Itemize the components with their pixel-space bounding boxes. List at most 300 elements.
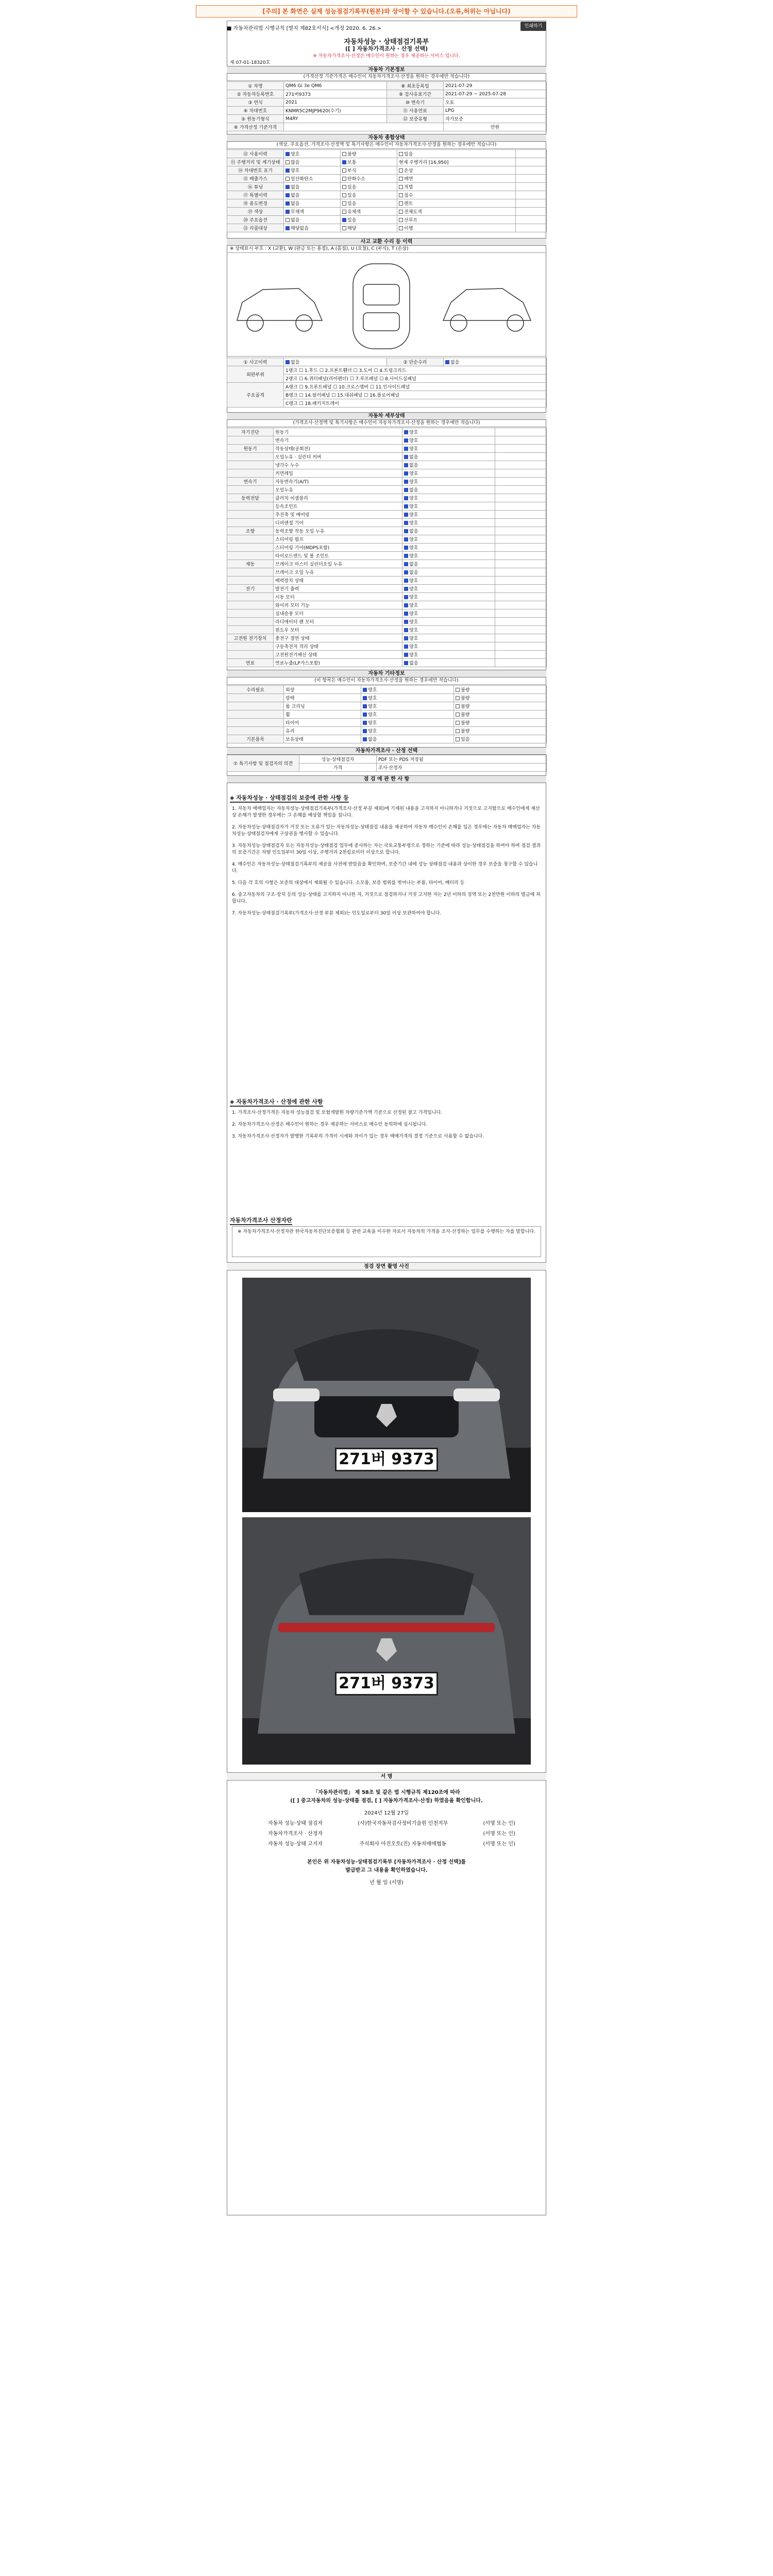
notice-paragraph: 3. 자동차성능·상태점검자 또는 자동차성능·상태점검 업무에 종사하는 자는 국토교통부령으로 정하는 기준에 따라 성능·상태점검을 하여야 하며 점검 결과의 보증기간은 차량 인도일부터 30일 이상, 주행거리 2천킬로미터 이상으로 합니다. xyxy=(232,843,541,855)
etc-option-cell xyxy=(361,702,454,710)
detail-category xyxy=(227,535,274,544)
table-row xyxy=(227,199,547,208)
state-option: 무채색 xyxy=(291,210,305,215)
state-label: ⑭ 차대번호 표기 xyxy=(227,166,284,175)
detail-item: 작동상태(공회전) xyxy=(274,445,402,453)
state-option: 해당없음 xyxy=(291,226,309,231)
detail-item: 냉각수 누수 xyxy=(274,461,402,469)
receipt-line-2: 발급받고 그 내용을 확인하였습니다. xyxy=(345,1868,428,1873)
checkbox-icon xyxy=(285,160,290,164)
detail-status-cell xyxy=(402,502,495,511)
checkbox-icon xyxy=(399,201,403,206)
checkbox-icon xyxy=(404,562,408,566)
basic-value: 2021-07-29 xyxy=(444,82,547,90)
price-label: ⑦ 특기사항 및 점검자의 의견 xyxy=(227,755,299,772)
table-row xyxy=(227,552,547,560)
detail-note xyxy=(495,568,547,577)
etc-category-cell xyxy=(227,710,284,719)
detail-status-cell xyxy=(402,585,495,593)
receipt-signature: 년 월 일 (서명) xyxy=(369,1880,404,1886)
detail-status: 양호 xyxy=(409,504,418,510)
document-title: 자동차성능 · 상태점검기록부 xyxy=(344,38,429,46)
table-row xyxy=(227,702,547,710)
etc-option: 불량 xyxy=(461,688,470,693)
basic-value: KNMR5C2MJP9620(수기) xyxy=(284,107,387,115)
notice-heading-3: 자동차가격조사 산정자란 xyxy=(230,1216,292,1225)
detail-item: 스티어링 기어(MDPS포함) xyxy=(274,544,402,552)
detail-category xyxy=(227,577,274,585)
state-option: 있음 xyxy=(347,185,357,190)
detail-item: 추진축 및 베어링 xyxy=(274,511,402,519)
signer-row xyxy=(268,1829,515,1837)
basic-value xyxy=(284,123,444,131)
detail-category xyxy=(227,651,274,659)
vehicle-rear-photo xyxy=(242,1517,531,1765)
checkbox-icon xyxy=(404,480,408,484)
detail-category xyxy=(227,642,274,651)
table-row xyxy=(227,469,547,478)
state-label: ⑫ 사용이력 xyxy=(227,150,284,158)
detail-category xyxy=(227,618,274,626)
detail-status: 양호 xyxy=(409,537,418,543)
signature-date: 2024년 12월 27일 xyxy=(364,1810,409,1816)
table-row xyxy=(227,727,547,735)
accident-value: 없음 xyxy=(291,360,300,365)
detail-item: 윈도우 모터 xyxy=(274,626,402,634)
detail-status-cell xyxy=(402,593,495,601)
checkbox-icon xyxy=(404,447,408,451)
table-row xyxy=(227,461,547,469)
table-row xyxy=(227,358,547,366)
checkbox-icon xyxy=(404,579,408,583)
detail-item: 와이퍼 모터 기능 xyxy=(274,601,402,609)
detail-item: 브레이크 마스터 실린더오일 누유 xyxy=(274,560,402,568)
detail-note xyxy=(495,428,547,436)
notice-paragraph: 7. 자동차성능·상태점검기록부(가격조사·산정 부분 제외)는 인도일로부터 30일 이상 보관하여야 합니다. xyxy=(232,911,442,916)
detail-status-cell xyxy=(402,453,495,461)
table-row xyxy=(227,568,547,577)
table-row xyxy=(227,494,547,502)
checkbox-icon xyxy=(342,210,346,214)
section-etc-note: (이 항목은 매수인이 자동차가격조사·산정을 원하는 경우에만 적습니다) xyxy=(227,677,546,685)
detail-status-cell xyxy=(402,659,495,667)
etc-category-cell xyxy=(227,735,284,743)
state-option: 많음 xyxy=(291,160,300,165)
detail-note xyxy=(495,626,547,634)
checkbox-icon xyxy=(285,226,290,230)
car-outline-icon xyxy=(227,253,546,357)
etc-option-cell xyxy=(361,727,454,735)
detail-category xyxy=(227,593,274,601)
detail-category xyxy=(227,486,274,494)
state-label: ⑱ 용도변경 xyxy=(227,199,284,208)
state-label: ⑮ 배출가스 xyxy=(227,175,284,183)
detail-status: 양호 xyxy=(409,546,418,551)
signer-sign: (서명 또는 인) xyxy=(483,1821,515,1826)
detail-status-cell xyxy=(402,535,495,544)
checkbox-icon xyxy=(404,463,408,467)
checkbox-icon xyxy=(445,360,449,364)
detail-status: 양호 xyxy=(409,554,418,559)
detail-note xyxy=(495,445,547,453)
checkbox-icon xyxy=(404,603,408,607)
state-label: ⑯ 튜닝 xyxy=(227,183,284,191)
detail-note xyxy=(495,659,547,667)
accident-legend: ※ 상태표시 부호 : X (교환), W (판금 또는 용접), A (흠집), U (요철), C (부식), T (손상) xyxy=(227,246,546,253)
etc-item: 광택 xyxy=(285,696,295,701)
basic-info-table xyxy=(227,81,547,131)
checkbox-icon xyxy=(342,177,346,181)
table-row xyxy=(227,719,547,727)
checkbox-icon xyxy=(404,587,408,591)
detail-category: 전기 xyxy=(227,585,274,593)
price-cell: 조사·산정자 xyxy=(377,764,547,772)
state-option: 불량 xyxy=(347,152,357,157)
checkbox-icon xyxy=(456,696,460,700)
detail-category xyxy=(227,609,274,618)
etc-option: 불량 xyxy=(461,704,470,709)
detail-category xyxy=(227,626,274,634)
outer-rank1: 1랭크 ☐ 1.후드 ☐ 2.프론트휀더 ☐ 3.도어 ☐ 4.트렁크리드 xyxy=(284,366,547,375)
detail-item: 배력장치 상태 xyxy=(274,577,402,585)
detail-category xyxy=(227,552,274,560)
checkbox-icon xyxy=(399,193,403,197)
detail-status-cell xyxy=(402,634,495,642)
etc-option: 있음 xyxy=(461,737,470,742)
notice-paragraph: 3. 자동차가격조사·산정자가 발행한 기록부의 가격이 시세와 차이가 있는 경우 매매가격의 결정 기준으로 사용할 수 없습니다. xyxy=(232,1134,484,1139)
detail-category: 변속기 xyxy=(227,478,274,486)
checkbox-icon xyxy=(363,713,367,717)
table-row xyxy=(227,115,547,123)
checkbox-icon xyxy=(404,612,408,616)
detail-note xyxy=(495,618,547,626)
detail-status-cell xyxy=(402,436,495,445)
repair-value: 없음 xyxy=(450,360,460,365)
etc-option-cell xyxy=(361,719,454,727)
signer-name: (사)한국자동차검사정비기술원 인천지부 xyxy=(358,1821,448,1826)
state-option: 침수 xyxy=(404,193,413,198)
section-basic-note: (가격산정 기준가격은 매수인이 자동차가격조사·산정을 원하는 경우에만 적습니다) xyxy=(227,74,546,81)
signer-role: 자동차가격조사 · 산정자 xyxy=(268,1831,323,1837)
checkbox-icon xyxy=(285,168,290,173)
etc-option-cell xyxy=(454,702,547,710)
etc-option: 불량 xyxy=(461,713,470,718)
checkbox-icon xyxy=(456,737,460,741)
basic-value: M4RY xyxy=(284,115,387,123)
table-row xyxy=(227,175,547,183)
detail-status-cell xyxy=(402,642,495,651)
detail-note xyxy=(495,585,547,593)
table-row xyxy=(227,618,547,626)
notice-body-2 xyxy=(227,1108,546,1211)
checkbox-icon xyxy=(456,713,460,717)
etc-item: 외장 xyxy=(285,688,295,693)
detail-note xyxy=(495,519,547,527)
notice-heading-1: ◈ 자동차성능 · 상태점검의 보증에 관한 사항 등 xyxy=(230,793,349,803)
signer-role: 자동차 성능·상태 고지자 xyxy=(268,1841,323,1847)
basic-label: ⑤ 원동기형식 xyxy=(227,115,284,123)
detail-category: 원동기 xyxy=(227,445,274,453)
etc-option-cell xyxy=(454,710,547,719)
etc-option: 양호 xyxy=(368,729,377,734)
etc-item-cell xyxy=(284,702,361,710)
section-detail-note: (가격조사·산정액 및 특기사항은 매수인이 자동차가격조사·산정을 원하는 경우에만 적습니다) xyxy=(227,420,546,427)
signer-sign: (서명 또는 인) xyxy=(483,1831,515,1837)
table-row xyxy=(227,453,547,461)
checkbox-icon xyxy=(285,201,290,206)
state-option: 이행 xyxy=(404,226,413,231)
table-row xyxy=(227,478,547,486)
state-option: 있음 xyxy=(347,193,357,198)
etc-option-cell xyxy=(454,735,547,743)
document-subtitle: ([ ] 자동차가격조사 · 산정 선택) xyxy=(345,45,428,52)
detail-note xyxy=(495,544,547,552)
detail-category: 동력전달 xyxy=(227,494,274,502)
price-cell: 가격 xyxy=(299,764,377,772)
etc-option: 불량 xyxy=(461,696,470,701)
state-option: 없음 xyxy=(291,218,300,223)
etc-option: 없음 xyxy=(368,737,377,742)
checkbox-icon xyxy=(404,628,408,632)
detail-status-cell xyxy=(402,651,495,659)
detail-category xyxy=(227,544,274,552)
state-option: 없음 xyxy=(291,185,300,190)
detail-status-cell xyxy=(402,601,495,609)
basic-value: 271버9373 xyxy=(284,90,387,98)
basic-label: ① 차명 xyxy=(227,82,284,90)
detail-status: 없음 xyxy=(409,661,418,666)
detail-item: 스티어링 펌프 xyxy=(274,535,402,544)
table-row xyxy=(227,150,547,158)
etc-info-table xyxy=(227,685,547,743)
etc-item-cell xyxy=(284,710,361,719)
notice-paragraph: 6. 중고자동차의 구조·장치 등의 성능·상태를 고지하지 아니한 자, 거짓으로 점검하거나 거짓 고지한 자는 2년 이하의 징역 또는 2천만원 이하의 벌금에 처합니다. xyxy=(232,892,541,904)
accident-label: ① 사고이력 xyxy=(227,358,284,366)
notice-paragraph: 2. 자동차성능·상태점검자가 거짓 또는 오류가 있는 자동차성능·상태점검 내용을 제공하여 자동차 매수인이 손해를 입은 경우에는 자동차 매매업자는 자동차성능·상태점검자에게 구상권을 행사할 수 있습니다. xyxy=(232,825,541,837)
section-basic-info: 자동차 기본정보 xyxy=(227,66,546,74)
detail-category xyxy=(227,601,274,609)
vehicle-front-photo xyxy=(242,1278,531,1512)
checkbox-icon xyxy=(342,201,346,206)
section-etc-info: 자동차 기타정보 xyxy=(227,670,546,677)
detail-status: 양호 xyxy=(409,636,418,641)
detail-status: 양호 xyxy=(409,645,418,650)
checkbox-icon xyxy=(363,737,367,741)
detail-note xyxy=(495,461,547,469)
detail-category: 고전원 전기장치 xyxy=(227,634,274,642)
notice-paragraph: 4. 매수인은 자동차성능·상태점검기록부의 제공을 사전에 받았음을 확인하며, 보증기간 내에 성능 상태점검 내용과 상이한 경우 보증을 청구할 수 있습니다. xyxy=(232,862,538,874)
signature-line-1: 「자동차관리법」 제 58조 및 같은 법 시행규칙 제120조에 따라 xyxy=(313,1790,460,1795)
etc-option: 양호 xyxy=(368,713,377,718)
table-row xyxy=(227,366,547,375)
detail-note xyxy=(495,502,547,511)
accident-table xyxy=(227,358,547,408)
print-button[interactable]: 인쇄하기 xyxy=(520,22,546,31)
checkbox-icon xyxy=(342,152,346,156)
checkbox-icon xyxy=(399,177,403,181)
checkbox-icon xyxy=(404,554,408,558)
detail-category: 자기진단 xyxy=(227,428,274,436)
detail-status: 양호 xyxy=(409,447,418,452)
detail-note xyxy=(495,486,547,494)
detail-note xyxy=(495,560,547,568)
checkbox-icon xyxy=(285,152,290,156)
overall-state-table xyxy=(227,149,547,232)
table-row xyxy=(227,123,547,131)
checkbox-icon xyxy=(342,218,346,222)
basic-value: 오토 xyxy=(444,98,547,107)
table-row xyxy=(227,601,547,609)
etc-option: 양호 xyxy=(368,704,377,709)
checkbox-icon xyxy=(404,636,408,640)
detail-note xyxy=(495,609,547,618)
detail-item: 디퍼렌셜 기어 xyxy=(274,519,402,527)
main-rank-b: B랭크 ☐ 14.필러패널 ☐ 15.대쉬패널 ☐ 16.플로어패널 xyxy=(284,391,547,399)
table-row xyxy=(227,90,547,98)
checkbox-icon xyxy=(404,546,408,550)
checkbox-icon xyxy=(456,729,460,733)
detail-status-cell xyxy=(402,519,495,527)
basic-value: LPG xyxy=(444,107,547,115)
etc-item: 타이어 xyxy=(285,721,299,726)
checkbox-icon xyxy=(399,168,403,173)
detail-item: 실내송풍 모터 xyxy=(274,609,402,618)
detail-status: 없음 xyxy=(409,529,418,534)
table-row xyxy=(227,436,547,445)
table-row xyxy=(227,486,547,494)
detail-status: 양호 xyxy=(409,513,418,518)
basic-label: ⑩ 변속기 xyxy=(387,98,444,107)
checkbox-icon xyxy=(285,193,290,197)
detail-status: 양호 xyxy=(409,620,418,625)
table-row xyxy=(227,428,547,436)
table-row xyxy=(227,626,547,634)
outer-panel-label: 외판부위 xyxy=(227,366,284,383)
checkbox-icon xyxy=(404,521,408,525)
detail-status: 양호 xyxy=(409,438,418,444)
table-row xyxy=(227,166,547,175)
detail-status-cell xyxy=(402,445,495,453)
state-option: 선루프 xyxy=(404,218,418,223)
etc-option-cell xyxy=(454,719,547,727)
detail-status-cell xyxy=(402,544,495,552)
car-rear-icon xyxy=(242,1517,531,1765)
detail-status: 양호 xyxy=(409,496,418,501)
detail-item: 동력조향 작동 오일 누유 xyxy=(274,527,402,535)
section-legend: 점 검 에 관 한 사 항 xyxy=(227,775,546,783)
checkbox-icon xyxy=(285,218,290,222)
detail-status: 양호 xyxy=(409,521,418,526)
detail-category: 제동 xyxy=(227,560,274,568)
checkbox-icon xyxy=(363,688,367,692)
checkbox-icon xyxy=(363,696,367,700)
notice-heading-2: ◈ 자동차가격조사 · 산정에 관한 사항 xyxy=(230,1097,323,1107)
table-row xyxy=(227,659,547,667)
state-option: 있음 xyxy=(347,201,357,207)
table-row xyxy=(227,224,547,232)
etc-option-cell xyxy=(454,694,547,702)
detail-item: 충전구 절연 상태 xyxy=(274,634,402,642)
checkbox-icon xyxy=(404,438,408,443)
state-option: 전체도색 xyxy=(404,210,422,215)
signer-row xyxy=(268,1839,515,1847)
table-row xyxy=(227,710,547,719)
checkbox-icon xyxy=(342,185,346,189)
notice-body-1 xyxy=(227,804,546,1092)
table-row xyxy=(227,651,547,659)
etc-item-cell xyxy=(284,694,361,702)
state-option: 있음 xyxy=(347,218,357,223)
checkbox-icon xyxy=(363,729,367,733)
etc-option: 불량 xyxy=(461,721,470,726)
detail-status: 양호 xyxy=(409,579,418,584)
section-accident-history: 사고 교환 수리 등 이력 xyxy=(227,238,546,246)
table-row xyxy=(227,544,547,552)
price-cell: 성능·상태점검자 xyxy=(299,755,377,764)
detail-status-cell xyxy=(402,568,495,577)
detail-state-table xyxy=(227,428,547,667)
detail-category xyxy=(227,511,274,519)
basic-value: 자가보증 xyxy=(444,115,547,123)
table-row xyxy=(227,107,547,115)
checkbox-icon xyxy=(342,193,346,197)
section-overall-state: 자동차 종합상태 xyxy=(227,134,546,142)
basic-label: ⑪ 사용연료 xyxy=(387,107,444,115)
checkbox-icon xyxy=(285,185,290,189)
warning-banner: [주의] 본 화면은 실제 성능점검기록부(원본)와 상이할 수 있습니다.(오류,허위는 아닙니다) xyxy=(196,5,577,18)
checkbox-icon xyxy=(285,210,290,214)
table-row xyxy=(227,445,547,453)
etc-category-cell xyxy=(227,719,284,727)
detail-category xyxy=(227,436,274,445)
state-option: 탄화수소 xyxy=(347,177,365,182)
detail-status-cell xyxy=(402,527,495,535)
state-option: 손상 xyxy=(404,168,413,174)
signer-row xyxy=(268,1819,515,1826)
checkbox-icon xyxy=(456,704,460,708)
checkbox-icon xyxy=(342,226,346,230)
basic-label: ④ 차대번호 xyxy=(227,107,284,115)
table-row xyxy=(227,158,547,166)
notice-paragraph: 1. 자동차 매매업자는 자동차성능·상태점검기록부(가격조사·산정 부분 제외)에 기재된 내용을 고지하지 아니하거나 거짓으로 고지함으로 매수인에게 재산상 손해가 발생한 경우에는 그 손해를 배상할 책임을 집니다. xyxy=(232,806,540,818)
checkbox-icon xyxy=(404,653,408,657)
detail-item: 원동기 xyxy=(274,428,402,436)
detail-category xyxy=(227,519,274,527)
checkbox-icon xyxy=(363,704,367,708)
detail-status-cell xyxy=(402,494,495,502)
detail-status: 없음 xyxy=(409,463,418,468)
repair-label: ② 단순수리 xyxy=(387,358,444,366)
checkbox-icon xyxy=(404,537,408,541)
detail-category xyxy=(227,461,274,469)
detail-note xyxy=(495,634,547,642)
detail-item: 시동 모터 xyxy=(274,593,402,601)
notice-paragraph: 1. 가격조사·산정가격은 자동차 성능점검 및 보험개발원 차량기준가액 기준으로 산정된 참고 가격입니다. xyxy=(232,1110,443,1115)
section-price: 자동차가격조사 · 산정 선택 xyxy=(227,747,546,755)
checkbox-icon xyxy=(456,688,460,692)
table-row xyxy=(227,694,547,702)
main-rank-a: A랭크 ☐ 9.프론트패널 ☐ 10.크로스멤버 ☐ 11.인사이드패널 xyxy=(284,383,547,391)
detail-status: 양호 xyxy=(409,628,418,633)
price-table xyxy=(227,755,547,772)
detail-item: 변속기 xyxy=(274,436,402,445)
law-reference: ■ 자동차관리법 시행규칙 [별지 제82호서식] <개정 2020. 6. 26.> xyxy=(227,26,382,31)
detail-note xyxy=(495,577,547,585)
etc-option-cell xyxy=(454,686,547,694)
detail-item: 클러치 어셈블리 xyxy=(274,494,402,502)
state-label: ㉑ 리콜대상 xyxy=(227,224,284,232)
table-row xyxy=(227,527,547,535)
